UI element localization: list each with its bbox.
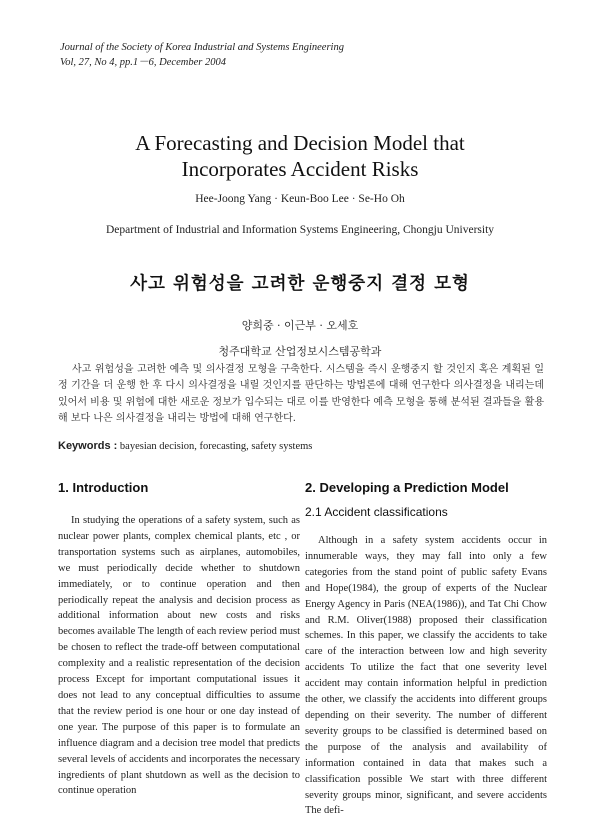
keywords [58, 440, 312, 452]
journal-name: Journal of the Society of Korea Industrial and Systems Engineering [60, 42, 344, 53]
paper-title-line2: Incorporates Accident Risks [181, 157, 419, 181]
paper-title [0, 130, 600, 182]
keywords-label: Keywords : [58, 440, 118, 452]
korean-affiliation: 청주대학교 산업정보시스템공학과 [218, 345, 382, 358]
korean-authors: 양희중 · 이근부 · 오세호 [241, 319, 359, 332]
left-column [58, 480, 300, 799]
section-heading-prediction-model: 2. Developing a Prediction Model [305, 480, 509, 495]
section-heading-introduction: 1. Introduction [58, 480, 149, 495]
subsection-heading-accident-classifications: 2.1 Accident classifications [305, 505, 448, 519]
paper-title-line1: A Forecasting and Decision Model that [135, 131, 465, 155]
introduction-paragraph: In studying the operations of a safety system, such as nuclear power plants, complex chemical plants, etc , or transportation systems such as airplanes, automobiles, we must periodically decide whether to shutdown immediately, or to continue operation and then periodically repeat the analysis and decision process as additional information about new costs and risks becomes available The length of each review period must be chosen to reflect the trade-off between computational complexity and a realistic representation of the decision process Except for important computational issues it does not lead to any conceptual difficulties to assume that the review period is one hour or one day instead of one year. The purpose of this paper is to formulate an influence diagram and a decision tree model that predicts several levels of accidents and incorporates the necessary ingredients of plant shutdown as well as the decision to continue operation [58, 515, 300, 797]
right-column [305, 480, 547, 819]
korean-abstract: 사고 위험성을 고려한 예측 및 의사결정 모형을 구축한다. 시스템을 즉시 운행중지 할 것인지 혹은 계획된 일정 기간을 더 운행 한 후 다시 의사결정을 내릴 것인지를 판단하는 방법론에 대해 연구한다 의사결정을 내리는데 있어서 비용 및 위험에 대한 새로운 정보가 입수되는 대로 이를 반영한다 예측 모형을 통해 분석된 결과들을 활용해 보다 나은 의사결정을 내리는 방법에 대해 연구한다. [58, 364, 544, 424]
journal-issue: Vol, 27, No 4, pp.1－6, December 2004 [60, 57, 226, 68]
paper-affiliation: Department of Industrial and Information Systems Engineering, Chongju University [105, 224, 495, 236]
paper-authors: Hee-Joong Yang · Keun-Boo Lee · Se-Ho Oh [195, 193, 405, 205]
accident-classifications-paragraph: Although in a safety system accidents occur in innumerable ways, they may fall into only a few categories from the stand point of public safety Evans and Hope(1984), the group of experts of the Nuclear Energy Agency in Paris (NEA(1986)), and Tat Chi Chow and R.M. Oliver(1988) proposed their classification schemes. In this paper, we classify the accidents to take care of the interaction between low and high severity accidents To utilize the fact that one severity level accident may contain information helpful in prediction the other, we classify the accidents into different groups depending on their severity. The number of different severity groups to be classified is determined based on the purpose of the analysis and availability of information contained in data that makes such a classification possible We start with three different severity groups minor, significant, and severe accidents The defi- [305, 535, 547, 817]
keywords-text: bayesian decision, forecasting, safety systems [119, 441, 313, 452]
korean-title: 사고 위험성을 고려한 운행중지 결정 모형 [130, 274, 470, 294]
journal-header [60, 40, 344, 70]
